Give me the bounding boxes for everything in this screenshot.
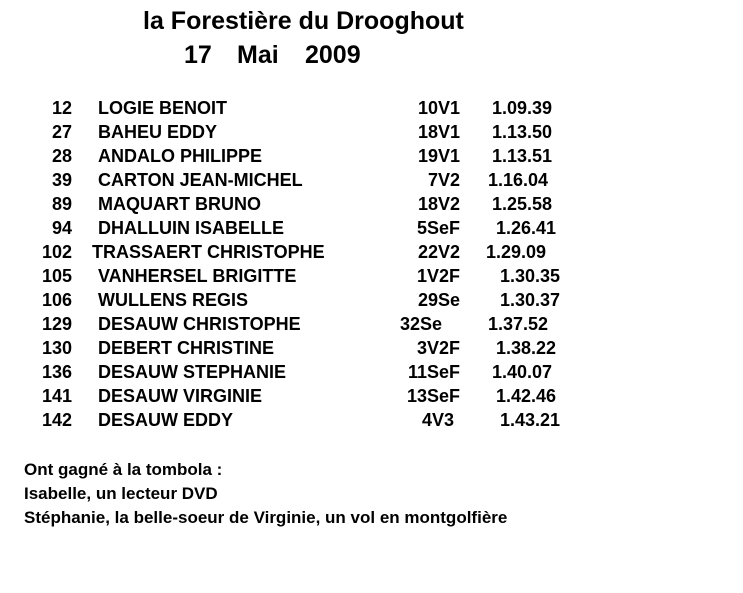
- runner-name: TRASSAERT CHRISTOPHE: [92, 242, 325, 262]
- runner-category: 7V2: [427, 170, 460, 190]
- result-row: [0, 144, 743, 168]
- runner-category: 22V2: [417, 242, 460, 262]
- runner-category: 29Se: [417, 290, 460, 310]
- runner-name: CARTON JEAN-MICHEL: [98, 170, 303, 190]
- result-row: [0, 264, 743, 288]
- runner-category: 19V1: [417, 146, 460, 166]
- finish-time: 1.13.51: [492, 146, 553, 166]
- result-row: [0, 312, 743, 336]
- bib-number: 141: [41, 386, 72, 406]
- result-row: [0, 168, 743, 192]
- finish-time: 1.16.04: [488, 170, 549, 190]
- bib-number: 130: [41, 338, 72, 358]
- runner-name: DESAUW EDDY: [98, 410, 234, 430]
- runner-category: 32Se: [399, 314, 442, 334]
- result-row: [0, 216, 743, 240]
- finish-time: 1.26.41: [496, 218, 557, 238]
- runner-name: WULLENS REGIS: [98, 290, 249, 310]
- runner-name: DESAUW CHRISTOPHE: [98, 314, 301, 334]
- runner-name: LOGIE BENOIT: [98, 98, 228, 118]
- runner-name: DESAUW STEPHANIE: [98, 362, 287, 382]
- result-row: [0, 120, 743, 144]
- finish-time: 1.13.50: [492, 122, 553, 142]
- finish-time: 1.40.07: [492, 362, 553, 382]
- runner-category: 18V1: [417, 122, 460, 142]
- runner-category: 3V2F: [416, 338, 460, 358]
- runner-name: DEBERT CHRISTINE: [98, 338, 275, 358]
- bib-number: 129: [41, 314, 72, 334]
- result-row: [0, 336, 743, 360]
- result-row: [0, 240, 743, 264]
- tombola-heading: Ont gagné à la tombola :: [24, 460, 223, 479]
- runner-category: 13SeF: [406, 386, 460, 406]
- result-row: [0, 360, 743, 384]
- tombola-section: [24, 458, 507, 530]
- page-title: la Forestière du Drooghout: [143, 7, 464, 35]
- result-row: [0, 192, 743, 216]
- bib-number: 12: [51, 98, 72, 118]
- bib-number: 142: [41, 410, 72, 430]
- finish-time: 1.29.09: [486, 242, 547, 262]
- event-date-year: 2009: [305, 41, 361, 69]
- bib-number: 27: [51, 122, 72, 142]
- event-date-day: 17: [184, 41, 212, 69]
- result-row: [0, 408, 743, 432]
- results-list: [0, 96, 743, 432]
- result-row: [0, 96, 743, 120]
- bib-number: 89: [51, 194, 72, 214]
- finish-time: 1.30.37: [500, 290, 561, 310]
- bib-number: 28: [51, 146, 72, 166]
- finish-time: 1.25.58: [492, 194, 553, 214]
- result-row: [0, 384, 743, 408]
- event-date-month: Mai: [237, 41, 279, 69]
- runner-category: 4V3: [421, 410, 454, 430]
- result-row: [0, 288, 743, 312]
- runner-category: 10V1: [417, 98, 460, 118]
- runner-name: DHALLUIN ISABELLE: [98, 218, 284, 238]
- finish-time: 1.43.21: [500, 410, 561, 430]
- runner-category: 1V2F: [416, 266, 460, 286]
- runner-name: BAHEU EDDY: [98, 122, 218, 142]
- finish-time: 1.42.46: [496, 386, 557, 406]
- runner-category: 18V2: [417, 194, 460, 214]
- runner-category: 11SeF: [407, 362, 460, 382]
- bib-number: 39: [51, 170, 72, 190]
- runner-name: ANDALO PHILIPPE: [98, 146, 263, 166]
- tombola-winner: Isabelle, un lecteur DVD: [24, 484, 218, 503]
- bib-number: 94: [51, 218, 72, 238]
- runner-category: 5SeF: [416, 218, 460, 238]
- runner-name: MAQUART BRUNO: [98, 194, 261, 214]
- runner-name: VANHERSEL BRIGITTE: [98, 266, 297, 286]
- bib-number: 136: [41, 362, 72, 382]
- bib-number: 106: [41, 290, 72, 310]
- finish-time: 1.09.39: [492, 98, 553, 118]
- tombola-winner: Stéphanie, la belle-soeur de Virginie, un vol en montgolfière: [24, 508, 508, 527]
- bib-number: 102: [41, 242, 72, 262]
- finish-time: 1.30.35: [500, 266, 561, 286]
- finish-time: 1.37.52: [488, 314, 549, 334]
- runner-name: DESAUW VIRGINIE: [98, 386, 263, 406]
- finish-time: 1.38.22: [496, 338, 557, 358]
- bib-number: 105: [41, 266, 72, 286]
